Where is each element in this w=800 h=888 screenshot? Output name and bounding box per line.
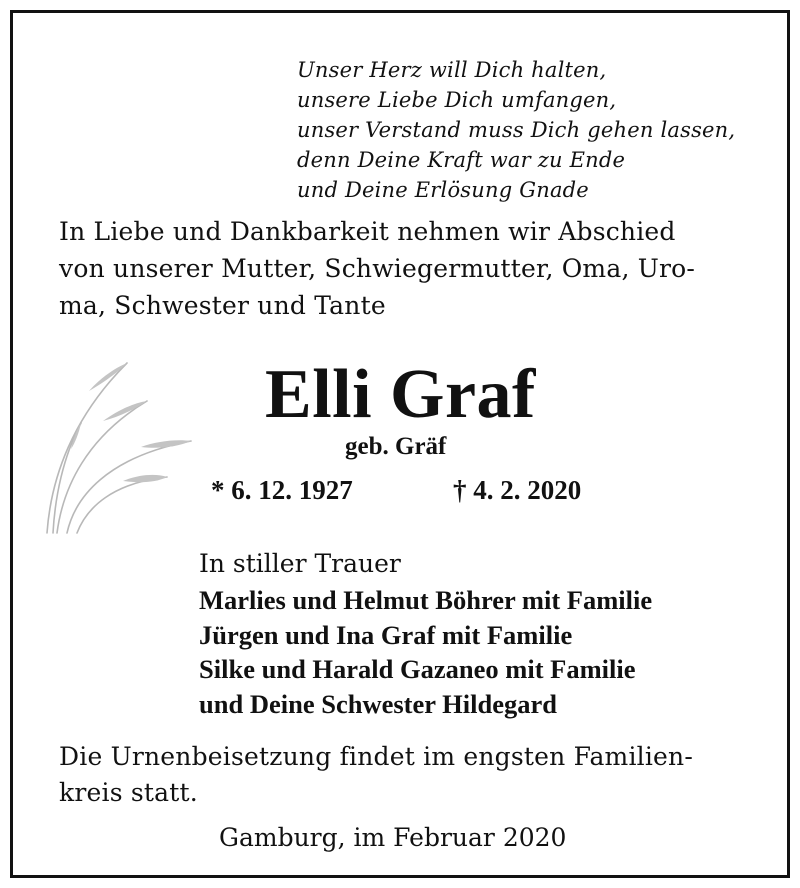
poem-line: denn Deine Kraft war zu Ende	[297, 148, 626, 172]
mourners-list	[199, 583, 652, 721]
farewell-line: von unserer Mutter, Schwiegermutter, Oma, Uro-	[59, 254, 696, 283]
poem	[297, 55, 735, 205]
farewell-text	[59, 213, 695, 324]
obituary-frame	[10, 10, 790, 878]
poem-line: und Deine Erlösung Gnade	[297, 178, 589, 202]
grass-stalks-icon	[37, 357, 207, 537]
maiden-name: geb. Gräf	[345, 433, 447, 460]
burial-line: Die Urnenbeisetzung findet im engsten Familien-	[59, 742, 693, 771]
mourner-line: Silke und Harald Gazaneo mit Familie	[199, 654, 636, 684]
farewell-line: ma, Schwester und Tante	[59, 291, 386, 320]
poem-line: Unser Herz will Dich halten,	[297, 58, 607, 82]
place-and-date: Gamburg, im Februar 2020	[219, 823, 567, 852]
burial-notice	[59, 739, 693, 811]
mourner-line: Jürgen und Ina Graf mit Familie	[199, 619, 573, 650]
poem-line: unser Verstand muss Dich gehen lassen,	[297, 118, 736, 142]
poem-line: unsere Liebe Dich umfangen,	[297, 88, 617, 112]
deceased-name: Elli Graf	[265, 356, 536, 433]
farewell-line: In Liebe und Dankbarkeit nehmen wir Abschied	[59, 217, 676, 246]
birth-date: * 6. 12. 1927	[211, 475, 353, 505]
mourner-line: und Deine Schwester Hildegard	[199, 688, 558, 719]
mourning-heading: In stiller Trauer	[199, 549, 401, 578]
mourner-line: Marlies und Helmut Böhrer mit Familie	[199, 585, 653, 615]
death-date: † 4. 2. 2020	[453, 475, 582, 505]
burial-line: kreis statt.	[59, 778, 198, 807]
